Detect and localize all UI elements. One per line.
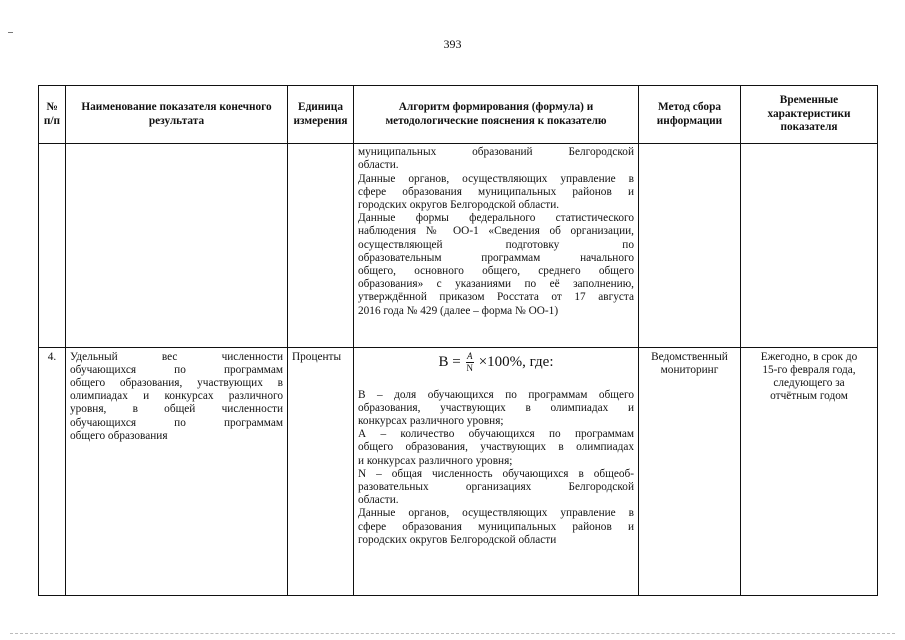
cell-method	[639, 347, 741, 596]
table-row	[39, 347, 878, 596]
header-algorithm: Алгоритм формирования (формула) и методологические пояснения к показателю	[354, 86, 639, 144]
text-line: образования, участвующих в олимпиадах и	[358, 401, 634, 414]
formula-denominator: N	[466, 363, 473, 373]
text-line: олимпиадах и конкурсах различного	[70, 390, 283, 403]
text-line: сфере образования муниципальных районов и	[358, 520, 634, 533]
formula-lhs: В =	[438, 353, 461, 370]
text-line: городских округов Белгородской области.	[358, 198, 560, 211]
text-line: Данные формы федерального статистического	[358, 212, 634, 225]
text-line: общего образования	[70, 429, 168, 442]
formula-numerator: A	[466, 351, 473, 361]
text-line: отчётным годом	[770, 390, 848, 403]
text-line: муниципальных образований Белгородской	[358, 146, 634, 159]
cell-algorithm	[354, 347, 639, 596]
text-line: N – общая численность обучающихся в общеоб-	[358, 467, 634, 480]
text-line: следующего за	[773, 376, 845, 389]
formula-fraction	[466, 352, 474, 373]
cell-name-cont	[66, 144, 288, 347]
cell-unit-cont	[288, 144, 354, 347]
text-line: образовательным программам начального	[358, 251, 634, 264]
bottom-edge-marks	[10, 633, 895, 635]
text-line: Данные органов, осуществляющих управление в	[358, 172, 634, 185]
text-line: утверждённой приказом Росстата от 17 августа	[358, 291, 634, 304]
text-line: осуществляющей подготовку по	[358, 238, 634, 251]
cell-timing-cont	[741, 144, 878, 347]
text-line: уровня, в общей численности	[70, 403, 283, 416]
cell-method-cont	[639, 144, 741, 347]
text-line: общего образования, участвующих в	[70, 376, 283, 389]
cell-num-cont	[39, 144, 66, 347]
text-line: городских округов Белгородской области	[358, 533, 557, 546]
text-line: общего образования, участвующих в олимпиадах	[358, 441, 634, 454]
text-line: обучающихся по программам	[70, 416, 283, 429]
text-line: Данные органов, осуществляющих управление в	[358, 507, 634, 520]
text-line: образования» с указаниями по её заполнению,	[358, 278, 634, 291]
text-line: А – количество обучающихся по программам	[358, 428, 634, 441]
text-line: Ведомственный	[651, 350, 728, 363]
text-line: и конкурсах различного уровня;	[358, 454, 513, 467]
formula-rhs: ×100%, где:	[478, 353, 554, 370]
text-line: Удельный вес численности	[70, 350, 283, 363]
table-header-row	[39, 86, 878, 144]
cell-timing	[741, 347, 878, 596]
text-line: разовательных организациях Белгородской	[358, 480, 634, 493]
header-name: Наименование показателя конечного результата	[66, 86, 288, 144]
page-number: 393	[443, 37, 462, 51]
text-line: 2016 года № 429 (далее – форма № ОО-1)	[358, 304, 559, 317]
text-line: области.	[358, 494, 399, 507]
cell-algorithm-cont	[354, 144, 639, 347]
cell-num: 4.	[39, 347, 66, 596]
text-line: обучающихся по программам	[70, 363, 283, 376]
text-line: 15-го февраля года,	[762, 363, 856, 376]
table-row-continuation	[39, 144, 878, 347]
text-line: В – доля обучающихся по программам общего	[358, 388, 634, 401]
text-line: мониторинг	[660, 363, 719, 376]
indicator-table	[38, 85, 878, 596]
margin-mark	[8, 32, 13, 33]
header-method: Метод сбора информации	[639, 86, 741, 144]
text-line: общего, основного общего, среднего общего	[358, 264, 634, 277]
text-line: сфере образования муниципальных районов и	[358, 185, 634, 198]
cell-name	[66, 347, 288, 596]
text-line: Ежегодно, в срок до	[760, 350, 858, 363]
header-unit: Единица измерения	[288, 86, 354, 144]
header-num: № п/п	[39, 86, 66, 144]
text-line: наблюдения № ОО-1 «Сведения об организации,	[358, 225, 634, 238]
cell-unit: Проценты	[288, 347, 354, 596]
formula	[358, 351, 634, 375]
text-line: конкурсах различного уровня;	[358, 414, 504, 427]
text-line: области.	[358, 159, 399, 172]
header-timing: Временные характеристики показателя	[741, 86, 878, 144]
